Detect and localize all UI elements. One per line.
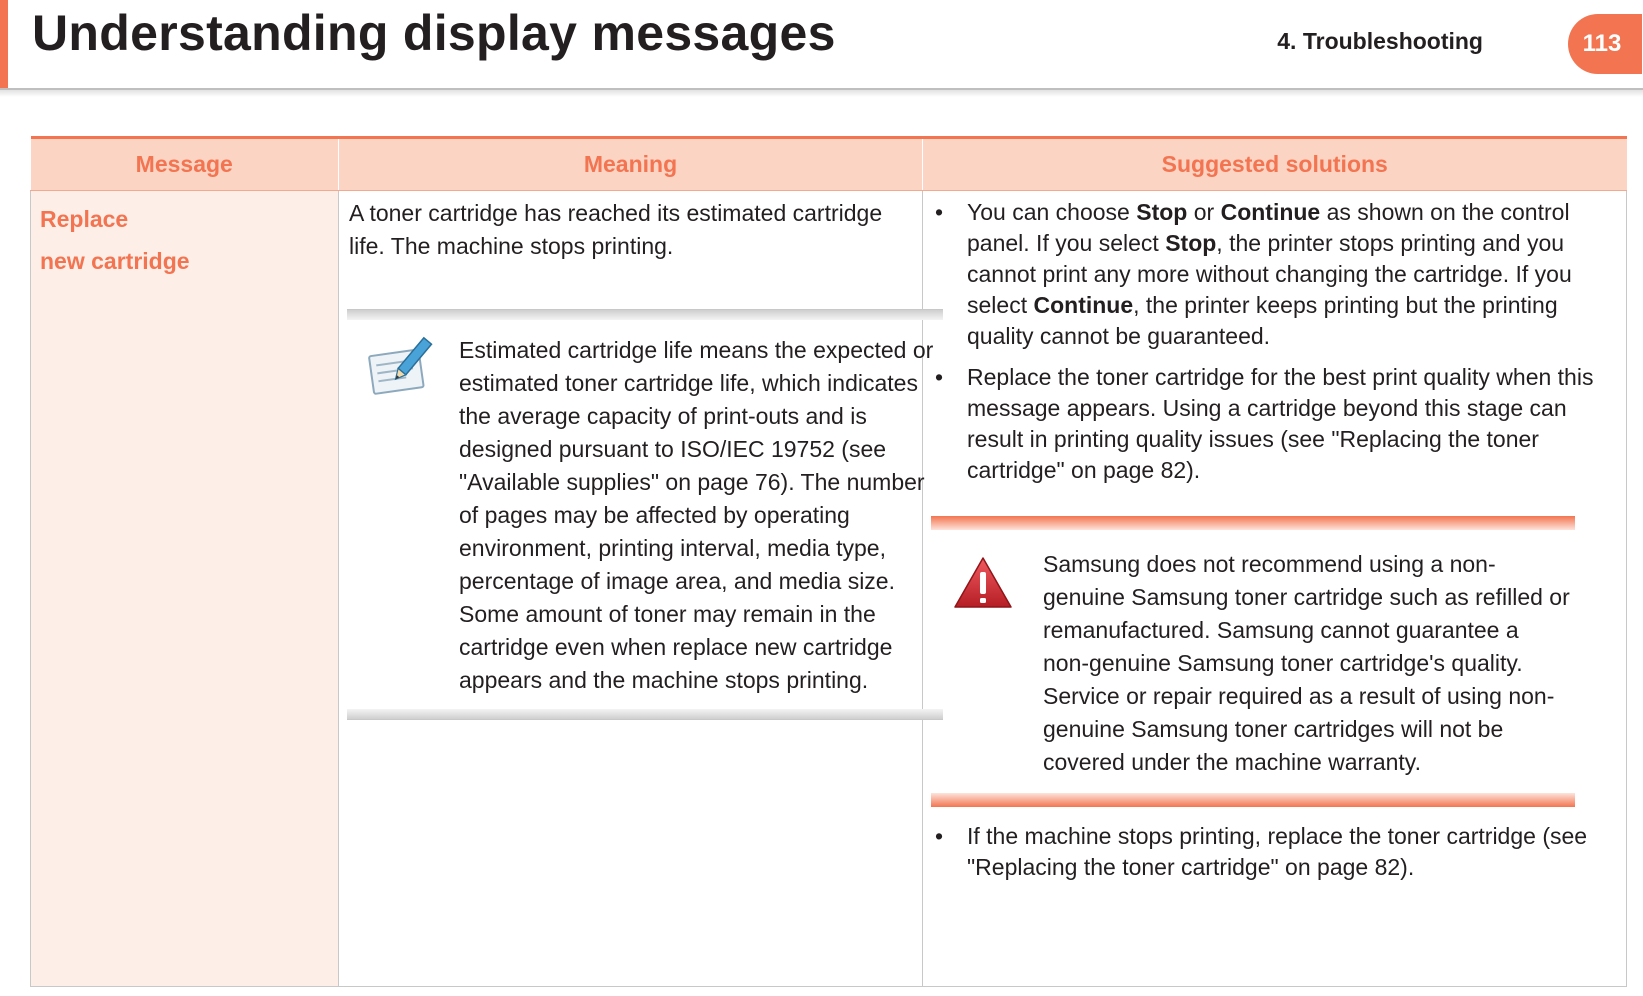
header-accent-bar	[0, 0, 8, 88]
page-header	[0, 0, 1643, 100]
note-top-rule	[347, 309, 943, 320]
column-header-message: Message	[31, 138, 339, 191]
meaning-cell	[339, 191, 934, 987]
page-number-badge	[1568, 14, 1642, 74]
list-item	[931, 362, 1618, 486]
message-line-1: Replace	[40, 206, 129, 232]
warning-bottom-rule	[931, 793, 1575, 807]
solutions-cell	[923, 191, 1627, 987]
solution-bullet-1: You can choose Stop or Continue as shown on the control panel. If you select Stop, the printer stops printing and you cannot print any more without changing the cartridge. If you select Continue, the printer keeps printing but the printing quality cannot be guaranteed.	[967, 199, 1572, 349]
bullet-symbol: •	[935, 364, 944, 390]
bullet-symbol: •	[935, 823, 944, 849]
solution-bullet-2: Replace the toner cartridge for the best print quality when this message appears. Using a cartridge beyond this stage can result in printing quality issues (see "Replacing the toner cartridge" on page 82).	[967, 364, 1594, 483]
page-number: 113	[1582, 30, 1622, 57]
message-line-2: new cartridge	[40, 248, 190, 274]
column-header-solutions: Suggested solutions	[923, 138, 1627, 191]
note-bottom-rule	[347, 709, 943, 720]
bullet-symbol: •	[935, 199, 944, 225]
message-cell	[31, 191, 339, 987]
table-row	[31, 191, 1627, 987]
header-divider	[0, 88, 1643, 90]
pencil-note-icon	[365, 383, 437, 409]
note-box	[347, 309, 943, 720]
meaning-text: A toner cartridge has reached its estimated cartridge life. The machine stops printing.	[349, 200, 883, 259]
chapter-label: 4. Troubleshooting	[1277, 28, 1483, 54]
page-title: Understanding display messages	[32, 5, 836, 61]
warning-triangle-icon	[953, 589, 1013, 615]
note-text: Estimated cartridge life means the expected or estimated toner cartridge life, which indicates the average capacity of print-outs and is designed pursuant to ISO/IEC 19752 (see "Available supplies" on page 76). The number of pages may be affected by operating environment, printing interval, media type, percentage of image area, and media size. Some amount of toner may remain in the cartridge even when replace new cartridge appears and the machine stops printing.	[459, 337, 934, 693]
solution-bullet-3: If the machine stops printing, replace the toner cartridge (see "Replacing the toner cartridge" on page 82).	[967, 823, 1588, 880]
warning-box	[931, 516, 1575, 807]
column-header-meaning: Meaning	[339, 138, 923, 191]
list-item	[931, 821, 1618, 883]
warning-top-rule	[931, 516, 1575, 530]
warning-text: Samsung does not recommend using a non-genuine Samsung toner cartridge such as refilled or remanufactured. Samsung cannot guarantee a non-genuine Samsung toner cartridge's quality. Service or repair required as a result of using non-genuine Samsung toner cartridges will not be covered under the machine warranty.	[1043, 551, 1570, 775]
messages-table	[30, 136, 1627, 987]
list-item	[931, 197, 1618, 352]
table-header-row	[31, 138, 1627, 191]
